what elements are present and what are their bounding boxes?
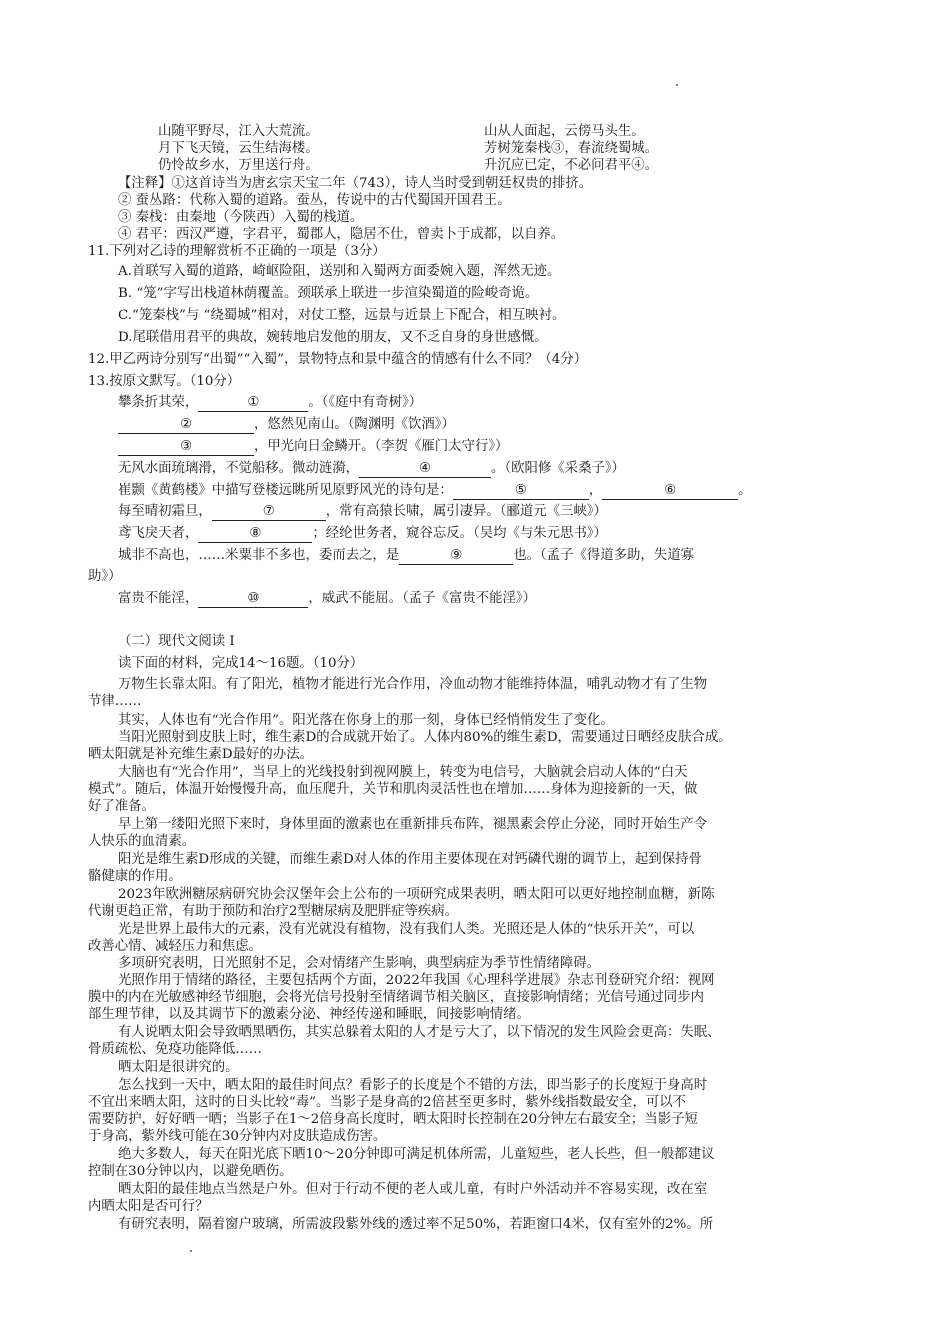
answer-blank-1[interactable]: ①	[198, 395, 308, 412]
dictation-item-5	[118, 482, 752, 500]
dictation-item-2	[118, 416, 455, 434]
dictation-item-3	[118, 438, 508, 456]
article-line: 骼健康的作用。	[88, 869, 182, 884]
dictation-text: ，	[588, 483, 603, 498]
article-line: 晒太阳是很讲究的。	[118, 1060, 239, 1075]
answer-blank-3[interactable]: ③	[118, 439, 254, 456]
answer-blank-4[interactable]: ④	[359, 461, 491, 478]
article-line: 部生理节律，以及其调节下的激素分泌、神经传递和睡眠，间接影响情绪。	[88, 1007, 530, 1022]
article-line: 内晒太阳是否可行？	[88, 1199, 209, 1214]
article-line: 模式”。随后，体温开始慢慢升高，血压爬升，关节和肌肉灵活性也在增加……身体为迎接新的一天，做	[88, 782, 698, 797]
article-line: 当阳光照射到皮肤上时，维生素D的合成就开始了。人体内80%的维生素D，需要通过日晒经皮肤合成。	[118, 730, 732, 745]
question-13-stem: 13.按原文默写。（10分）	[88, 374, 241, 389]
article-line: 有研究表明，隔着窗户玻璃，所需波段紫外线的透过率不足50%，若距窗口4米，仅有室外的2%。所	[118, 1217, 714, 1232]
question-11-option-b: B. “笼”字写出栈道林荫覆盖。颈联承上联进一步渲染蜀道的险峻奇诡。	[118, 286, 539, 301]
article-line: 大脑也有“光合作用”，当早上的光线投射到视网膜上，转变为电信号，大脑就会启动人体的“白天	[118, 765, 688, 780]
article-line: 好了准备。	[88, 799, 155, 814]
article-line: 光照作用于情绪的路径，主要包括两个方面，2022年我国《心理科学进展》杂志刊登研究介绍：视网	[118, 973, 715, 988]
dictation-text: ，威武不能屈。（孟子《富贵不能淫》）	[308, 591, 536, 606]
note-line: ② 蚕丛路：代称入蜀的道路。蚕丛，传说中的古代蜀国开国君王。	[118, 193, 511, 208]
article-line: 控制在30分钟以内，以避免晒伤。	[88, 1164, 293, 1179]
article-line: 晒太阳的最佳地点当然是户外。但对于行动不便的老人或儿童，有时户外活动并不容易实现，改在室	[118, 1182, 708, 1197]
article-line: 其实，人体也有“光合作用”。阳光落在你身上的那一刻，身体已经悄悄发生了变化。	[118, 713, 614, 728]
dictation-text: ；经纶世务者，窥谷忘反。（吴均《与朱元思书》）	[312, 526, 607, 541]
poem-line-right-3: 升沉应已定，不必问君平④。	[484, 158, 659, 173]
dictation-text: 也。（孟子《得道多助，失道寡	[513, 548, 694, 563]
article-line: 光是世界上最伟大的元素，没有光就没有植物，没有我们人类。光照还是人体的“快乐开关”，可以	[118, 922, 695, 937]
dictation-text: ，常有高猿长啸，属引凄异。（郦道元《三峡》）	[325, 504, 607, 519]
article-line: 需要防护，好好晒一晒；当影子在1～2倍身高长度时，晒太阳时长控制在20分钟左右最安全；当影子短	[88, 1112, 698, 1127]
poem-line-left-3: 仍怜故乡水，万里送行舟。	[158, 158, 319, 173]
question-11-option-c: C.“笼秦栈”与 “绕蜀城”相对，对仗工整，远景与近景上下配合，相互映衬。	[118, 308, 566, 323]
article-line: 改善心情、减轻压力和焦虑。	[88, 939, 263, 954]
article-line: 有人说晒太阳会导致晒黑晒伤，其实总躲着太阳的人才是亏大了，以下情况的发生风险会更高：失眠、	[118, 1025, 721, 1040]
dictation-item-7	[118, 503, 607, 521]
dictation-item-9	[118, 547, 694, 565]
dictation-text: ，甲光向日金鳞开。（李贺《雁门太守行》）	[254, 439, 509, 454]
article-line: 于身高，紫外线可能在30分钟内对皮肤造成伤害。	[88, 1129, 387, 1144]
answer-blank-2[interactable]: ②	[118, 417, 254, 434]
page-mark-dot	[676, 84, 678, 86]
dictation-item-10	[118, 590, 536, 608]
note-line: ④ 君平：西汉严遵，字君平，蜀郡人，隐居不仕，曾卖卜于成都，以自养。	[118, 227, 565, 242]
article-line: 晒太阳就是补充维生素D最好的办法。	[88, 747, 313, 762]
question-11-option-d: D.尾联借用君平的典故，婉转地启发他的朋友，又不乏自身的身世感慨。	[118, 330, 548, 345]
answer-blank-7[interactable]: ⑦	[212, 504, 326, 521]
dictation-text: 。	[738, 483, 752, 498]
dictation-text: 崔颢《黄鹤楼》中描写登楼远眺所见原野风光的诗句是：	[118, 483, 453, 498]
article-line: 不宜出来晒太阳，这时的日头比较“毒”。当影子是身高的2倍甚至更多时，紫外线指数最安全，可以不	[88, 1095, 687, 1110]
section-instruction: 读下面的材料，完成14～16题。（10分）	[118, 656, 364, 671]
dictation-item-4	[118, 460, 625, 478]
dictation-text: 。（《庭中有奇树》）	[308, 395, 423, 410]
article-line: 2023年欧洲糖尿病研究协会汉堡年会上公布的一项研究成果表明，晒太阳可以更好地控制血糖，新陈	[118, 887, 715, 902]
dictation-text: 鸢飞戾天者，	[118, 526, 199, 541]
article-line: 怎么找到一天中，晒太阳的最佳时间点？看影子的长度是个不错的方法，即当影子的长度短于身高时	[118, 1078, 708, 1093]
article-line: 人快乐的血清素。	[88, 834, 196, 849]
dictation-item-1	[118, 394, 422, 412]
poem-line-left-1: 山随平野尽，江入大荒流。	[158, 124, 319, 139]
dictation-text: 富贵不能淫，	[118, 591, 199, 606]
poem-line-left-2: 月下飞天镜，云生结海楼。	[158, 141, 319, 156]
question-11-option-a: A.首联写入蜀的道路，崎岖险阻，送别和入蜀两方面委婉入题，浑然无迹。	[118, 264, 561, 279]
article-line: 绝大多数人，每天在阳光底下晒10～20分钟即可满足机体所需，儿童短些，老人长些，但一般都建议	[118, 1147, 715, 1162]
answer-blank-10[interactable]: ⑩	[198, 591, 308, 608]
article-line: 多项研究表明，日光照射不足，会对情绪产生影响，典型病症为季节性情绪障碍。	[118, 956, 601, 971]
article-line: 节律……	[88, 694, 142, 709]
answer-blank-8[interactable]: ⑧	[198, 526, 312, 543]
dictation-text: 城非不高也，……米粟非不多也，委而去之，是	[118, 548, 400, 563]
dictation-text: 无风水面琉璃滑，不觉船移。微动涟漪，	[118, 461, 360, 476]
dictation-item-8	[118, 525, 607, 543]
question-12: 12.甲乙两诗分别写“出蜀”“入蜀”，景物特点和景中蕴含的情感有什么不同？（4分）	[88, 352, 588, 367]
article-line: 早上第一缕阳光照下来时，身体里面的激素也在重新排兵布阵，褪黑素会停止分泌，同时开始生产令	[118, 817, 708, 832]
section-heading: （二）现代文阅读 I	[118, 634, 235, 649]
dictation-text: ，悠然见南山。（陶渊明《饮酒》）	[254, 417, 455, 432]
article-line: 代谢更趋正常，有助于预防和治疗2型糖尿病及肥胖症等疾病。	[88, 904, 459, 919]
answer-blank-6[interactable]: ⑥	[602, 483, 738, 500]
dictation-item-9-continued: 助》）	[88, 569, 122, 584]
poem-line-right-1: 山从人面起，云傍马头生。	[484, 124, 645, 139]
page-mark-dot	[190, 1250, 192, 1252]
article-line: 万物生长靠太阳。有了阳光，植物才能进行光合作用，冷血动物才能维持体温，哺乳动物才有了生物	[118, 677, 708, 692]
note-line: ③ 秦栈：由秦地（今陕西）入蜀的栈道。	[118, 210, 364, 225]
answer-blank-5[interactable]: ⑤	[453, 483, 589, 500]
answer-blank-9[interactable]: ⑨	[399, 548, 513, 565]
question-11-stem: 11.下列对乙诗的理解赏析不正确的一项是（3分）	[88, 244, 386, 259]
dictation-text: 。（欧阳修《采桑子》）	[491, 461, 625, 476]
article-line: 阳光是维生素D形成的关键，而维生素D对人体的作用主要体现在对钙磷代谢的调节上，起到保持骨	[118, 852, 702, 867]
article-line: 膜中的内在光敏感神经节细胞，会将光信号投射至情绪调节相关脑区，直接影响情绪；光信号通过同步内	[88, 990, 704, 1005]
note-line: 【注释】①这首诗当为唐玄宗天宝二年（743），诗人当时受到朝廷权贵的排挤。	[118, 176, 593, 191]
poem-line-right-2: 芳树笼秦栈③，春流绕蜀城。	[484, 141, 659, 156]
article-line: 骨质疏松、免疫功能降低……	[88, 1042, 263, 1057]
dictation-text: 每至晴初霜旦，	[118, 504, 212, 519]
dictation-text: 攀条折其荣，	[118, 395, 199, 410]
